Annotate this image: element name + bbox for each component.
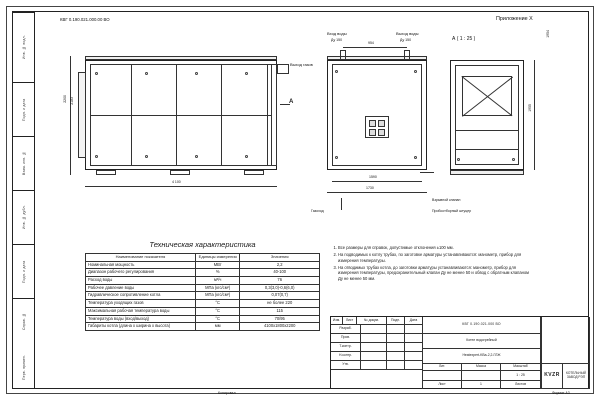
stamp-scale-value: 1 : 25	[501, 371, 541, 381]
boiler-top-rail	[85, 56, 277, 60]
spec-cell-name: Габариты котла (длина х ширина х высота)	[86, 323, 196, 331]
bolt	[195, 72, 198, 75]
height-dim-line	[70, 56, 71, 175]
spec-cell-name: Номинальная мощность	[86, 261, 196, 269]
gas-outlet-label: Выход газов	[290, 62, 313, 67]
stamp-name-utv	[361, 361, 387, 370]
dim-section-width-vert: 1954	[546, 30, 550, 38]
bolt	[245, 72, 248, 75]
stamp-date-tkontr	[405, 343, 423, 352]
section-base	[450, 170, 524, 175]
width-top-dim-line	[343, 47, 407, 48]
length-dim-line	[85, 186, 277, 187]
company-name-box	[563, 364, 590, 389]
dim-height-outer: 2200	[63, 95, 67, 103]
stamp-name-prov	[361, 334, 387, 343]
bolt	[145, 155, 148, 158]
stamp-product-name: Котел водогрейный	[423, 334, 541, 349]
spec-cell-unit: МВт	[195, 261, 239, 269]
burner-detail	[378, 120, 385, 127]
dim-section-height: 1955	[528, 104, 532, 112]
spec-cell-value: 76	[240, 277, 320, 285]
stamp-mass-value	[462, 371, 501, 381]
strip-cell-1: Подп. и дата	[13, 82, 35, 136]
bolt	[245, 155, 248, 158]
strip-cell-5: Справ. №	[13, 298, 35, 344]
stamp-role-nkontr: Н.контр.	[331, 352, 361, 361]
spec-cell-name: Гидравлическое сопротивление котла	[86, 292, 196, 300]
note-item: 3. На отводимых трубах котла, до заготовки арматуры устанавливаются: манометр, прибор для измерения температуры, предохранительный клапан Ду не менее 50 и обвод с обратным клапаном Ду не менее 50 мм.	[338, 265, 530, 282]
spec-header-row	[86, 254, 320, 262]
spec-cell-name: Расход воды	[86, 277, 196, 285]
stamp-name-tkontr	[361, 343, 387, 352]
stamp-date-prov	[405, 334, 423, 343]
bolt	[335, 70, 338, 73]
company-logo: KVZR	[544, 372, 560, 379]
stamp-col-izm: Изм.	[331, 317, 343, 325]
stamp-product-model: Heatexpert-KBa-2,2-ГЛЖ	[423, 349, 541, 364]
stamp-name-razrab	[361, 325, 387, 334]
bolt	[95, 155, 98, 158]
table-row	[86, 269, 320, 277]
section-arrow-a: А	[289, 99, 294, 105]
strip-cell-6: Перв. примен.	[22, 354, 26, 380]
valve-leader	[420, 172, 434, 173]
spec-cell-value: 0,3(3,0)-0,6(6,0)	[240, 284, 320, 292]
stamp-date-nkontr	[405, 352, 423, 361]
sampling-fitting-label: Пробоотборный штуцер	[432, 209, 472, 213]
stamp-blank-left	[331, 370, 423, 389]
stamp-role-tkontr: Т.контр.	[331, 343, 361, 352]
spec-cell-unit: м³/ч	[195, 277, 239, 285]
spec-cell-value: 40-100	[240, 269, 320, 277]
stamp-col-date: Дата	[405, 317, 423, 325]
stamp-sign-nkontr	[387, 352, 405, 361]
bolt	[195, 155, 198, 158]
section-height-dim-line	[534, 60, 535, 170]
water-outlet-nozzle	[404, 50, 410, 60]
spec-header-unit: Единицы измерения	[195, 254, 239, 262]
water-inlet-du: Ду 150	[331, 38, 343, 42]
water-outlet-du: Ду 150	[400, 38, 412, 42]
spec-cell-unit: °C	[195, 315, 239, 323]
gas-duct-leader	[341, 198, 342, 210]
stamp-sheet-value: 1	[462, 381, 501, 389]
stamp-sign-utv	[387, 361, 405, 370]
bolt	[414, 70, 417, 73]
water-inlet-nozzle	[340, 50, 346, 60]
front-inner-shell	[332, 64, 422, 166]
bolt	[145, 72, 148, 75]
dim-width-outer: 1730	[366, 186, 374, 190]
spec-cell-value: 2,2	[240, 261, 320, 269]
company-line-1: КОТЕЛЬНЫЙ	[566, 371, 586, 376]
support-foot	[170, 170, 190, 175]
water-outlet-label: Выход воды	[396, 31, 419, 36]
support-foot	[96, 170, 116, 175]
spec-cell-name: Температура воды (вход/выход)	[86, 315, 196, 323]
spec-cell-value: 0,07(0,7)	[240, 292, 320, 300]
format-label: Формат A3	[552, 391, 570, 395]
spec-cell-unit: %	[195, 269, 239, 277]
spec-table	[85, 253, 320, 331]
spec-cell-name: Рабочее давление воды	[86, 284, 196, 292]
stamp-sign-prov	[387, 334, 405, 343]
table-row	[86, 261, 320, 269]
bolt	[512, 158, 515, 161]
copied-label: Копировал	[218, 391, 236, 395]
technical-characteristics	[85, 240, 320, 331]
spec-cell-name: Диапазон рабочего регулирования	[86, 269, 196, 277]
stamp-role-prov: Пров.	[331, 334, 361, 343]
spec-cell-unit: °C	[195, 300, 239, 308]
spec-cell-name: Максимальная рабочая температура воды	[86, 307, 196, 315]
table-row	[86, 315, 320, 323]
stamp-name-nkontr	[361, 352, 387, 361]
stamp-doc-code: КВГ 0.190.021.000 ВО	[423, 317, 541, 334]
burner-detail	[369, 120, 376, 127]
stamp-col-docnum: № докум.	[357, 317, 387, 325]
table-row	[86, 300, 320, 308]
dim-width-mid: 1590	[369, 175, 377, 179]
left-margin-strip	[12, 11, 34, 389]
stamp-date-razrab	[405, 325, 423, 334]
width-outer-dim-line	[327, 192, 427, 193]
notes-block	[330, 245, 530, 283]
stamp-col-sign: Подп.	[387, 317, 405, 325]
spec-cell-unit: МПа (кгс/см²)	[195, 284, 239, 292]
section-title: А ( 1 : 25 )	[452, 36, 476, 42]
bolt	[335, 156, 338, 159]
left-header-block	[78, 72, 86, 158]
mid-horizontal-line	[90, 115, 272, 116]
bolt	[414, 156, 417, 159]
title-block	[330, 316, 589, 389]
stamp-mass-label: Масса	[462, 364, 501, 371]
spec-cell-unit: °C	[195, 307, 239, 315]
dim-width-top: 954	[368, 41, 374, 45]
support-foot	[244, 170, 264, 175]
water-inlet-label: Вход воды	[327, 31, 347, 36]
burner-detail	[378, 129, 385, 136]
stamp-sheets-label: Листов	[501, 381, 541, 389]
dim-height-inner: 2183	[70, 97, 74, 105]
spec-cell-name: Температура уходящих газов	[86, 300, 196, 308]
spec-title: Техническая характеристика	[149, 240, 256, 249]
bolt	[95, 72, 98, 75]
appendix-label: Приложение X	[496, 16, 533, 22]
spec-cell-value: 115	[240, 307, 320, 315]
explosion-valve-label: Взрывной клапан	[432, 198, 461, 202]
note-item: 2. На подводимых к котлу трубах, по заготовке арматуры устанавливаются: манометр, прибор для измерения температуры.	[338, 252, 530, 263]
table-row	[86, 307, 320, 315]
table-row	[86, 292, 320, 300]
spec-cell-value: не более 220	[240, 300, 320, 308]
bolt	[457, 158, 460, 161]
stamp-sheet-label: Лист	[423, 381, 462, 389]
table-row	[86, 284, 320, 292]
strip-cell-4: Подп. и дата	[13, 244, 35, 298]
stamp-role-razrab: Разраб.	[331, 325, 361, 334]
stamp-role-utv: Утв.	[331, 361, 361, 370]
stamp-scale-label: Масштаб	[501, 364, 541, 371]
spec-cell-unit: МПа (кгс/см²)	[195, 292, 239, 300]
drawing-code-top: КВГ 0.190.021.000.00 ВО	[60, 17, 110, 22]
strip-cell-0: Инв. № подл.	[13, 12, 35, 82]
stamp-date-utv	[405, 361, 423, 370]
spec-cell-unit: мм	[195, 323, 239, 331]
stamp-col-list: Лист	[343, 317, 357, 325]
stamp-sign-razrab	[387, 325, 405, 334]
company-line-2: ЗАВОД РЭП	[566, 375, 586, 379]
width-mid-dim-line	[332, 181, 422, 182]
company-logo-box	[541, 364, 563, 389]
spec-cell-value: 70/95	[240, 315, 320, 323]
gas-outlet-nozzle	[277, 64, 289, 74]
note-item: 1. Все размеры для справок, допустимые отклонения ±100 мм.	[338, 245, 530, 251]
stamp-lit-value	[423, 371, 462, 381]
stamp-sign-tkontr	[387, 343, 405, 352]
gas-duct-label: Газоход	[311, 209, 324, 213]
spec-header-value: Значения	[240, 254, 320, 262]
strip-cell-3: Инв. № дубл.	[13, 190, 35, 244]
strip-cell-2: Взам. инв. №	[13, 136, 35, 190]
table-row	[86, 277, 320, 285]
spec-header-name: Наименование показателя	[86, 254, 196, 262]
stamp-lit-label: Лит.	[423, 364, 462, 371]
spec-cell-value: 4100х1800х2200	[240, 323, 320, 331]
stamp-company-blank	[541, 317, 590, 364]
section-arrow-line	[280, 104, 290, 105]
table-row	[86, 323, 320, 331]
dim-length: 4 100	[172, 180, 181, 184]
section-lower-chamber	[455, 130, 519, 150]
burner-detail	[369, 129, 376, 136]
